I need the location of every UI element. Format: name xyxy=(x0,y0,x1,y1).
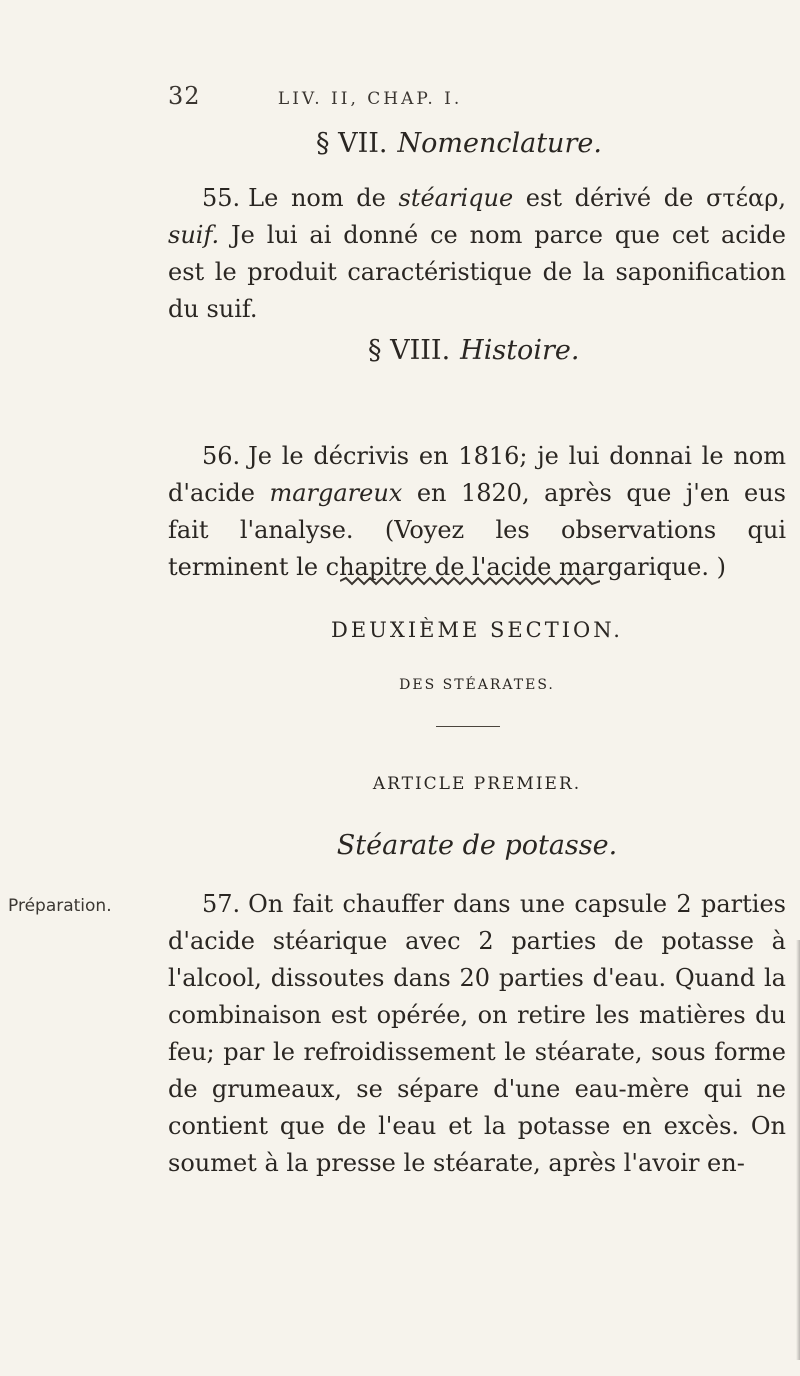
paragraph-text: Le nom de xyxy=(248,184,399,212)
section-viii-title: Histoire. xyxy=(460,335,580,366)
paragraph-57 xyxy=(168,886,786,1182)
page-number: 32 xyxy=(168,82,201,110)
paragraph-text: Je lui ai donné ce nom parce que cet acide est le produit caractéristique de la saponification du suif. xyxy=(168,221,786,323)
section-vii-heading xyxy=(316,128,602,159)
article-heading: ARTICLE PREMIER. xyxy=(372,774,582,794)
paragraph-56 xyxy=(168,438,786,586)
section-vii-title: Nomenclature. xyxy=(397,128,602,159)
section-subtitle: DES STÉARATES. xyxy=(399,677,555,693)
paragraph-number: 55. xyxy=(202,184,241,212)
paragraph-55 xyxy=(168,180,786,328)
running-title: LIV. II, CHAP. I. xyxy=(277,89,463,109)
paragraph-italic: stéarique xyxy=(398,184,514,212)
section-heading: DEUXIÈME SECTION. xyxy=(331,618,623,642)
paragraph-italic: suif. xyxy=(168,221,220,249)
short-rule xyxy=(436,726,500,727)
section-vii-label: § VII. xyxy=(316,128,388,159)
paragraph-text: Je le décrivis en 1816; je lui donnai le nom d'acide xyxy=(168,442,786,507)
running-head xyxy=(168,82,768,110)
page-edge-shadow xyxy=(796,940,800,1360)
paragraph-text: On fait chauffer dans une capsule 2 parties d'acide stéarique avec 2 parties de potasse à l'alcool, dissoutes dans 20 parties d'eau. Quand la combinaison est opérée, on retire les matières du feu; par le refroidissement le stéarate, sous forme de grumeaux, se sépare d'une eau-mère qui ne contient que de l'eau et la potasse en excès. On soumet à la presse le stéarate, après l'avoir en- xyxy=(168,890,786,1177)
paragraph-text: en 1820, après que j'en eus fait l'analyse. (Voyez les observations qui terminent le chapitre de l'acide margarique. ) xyxy=(168,479,786,581)
section-viii-heading xyxy=(368,335,579,366)
margin-note: Préparation. xyxy=(8,896,112,916)
paragraph-number: 57. xyxy=(202,890,241,918)
paragraph-text: est dérivé de στέαρ, xyxy=(513,184,786,212)
paragraph-italic: margareux xyxy=(269,479,403,507)
paragraph-number: 56. xyxy=(202,442,241,470)
ornamental-divider xyxy=(340,576,600,586)
article-title: Stéarate de potasse. xyxy=(336,830,618,861)
section-viii-label: § VIII. xyxy=(368,335,451,366)
